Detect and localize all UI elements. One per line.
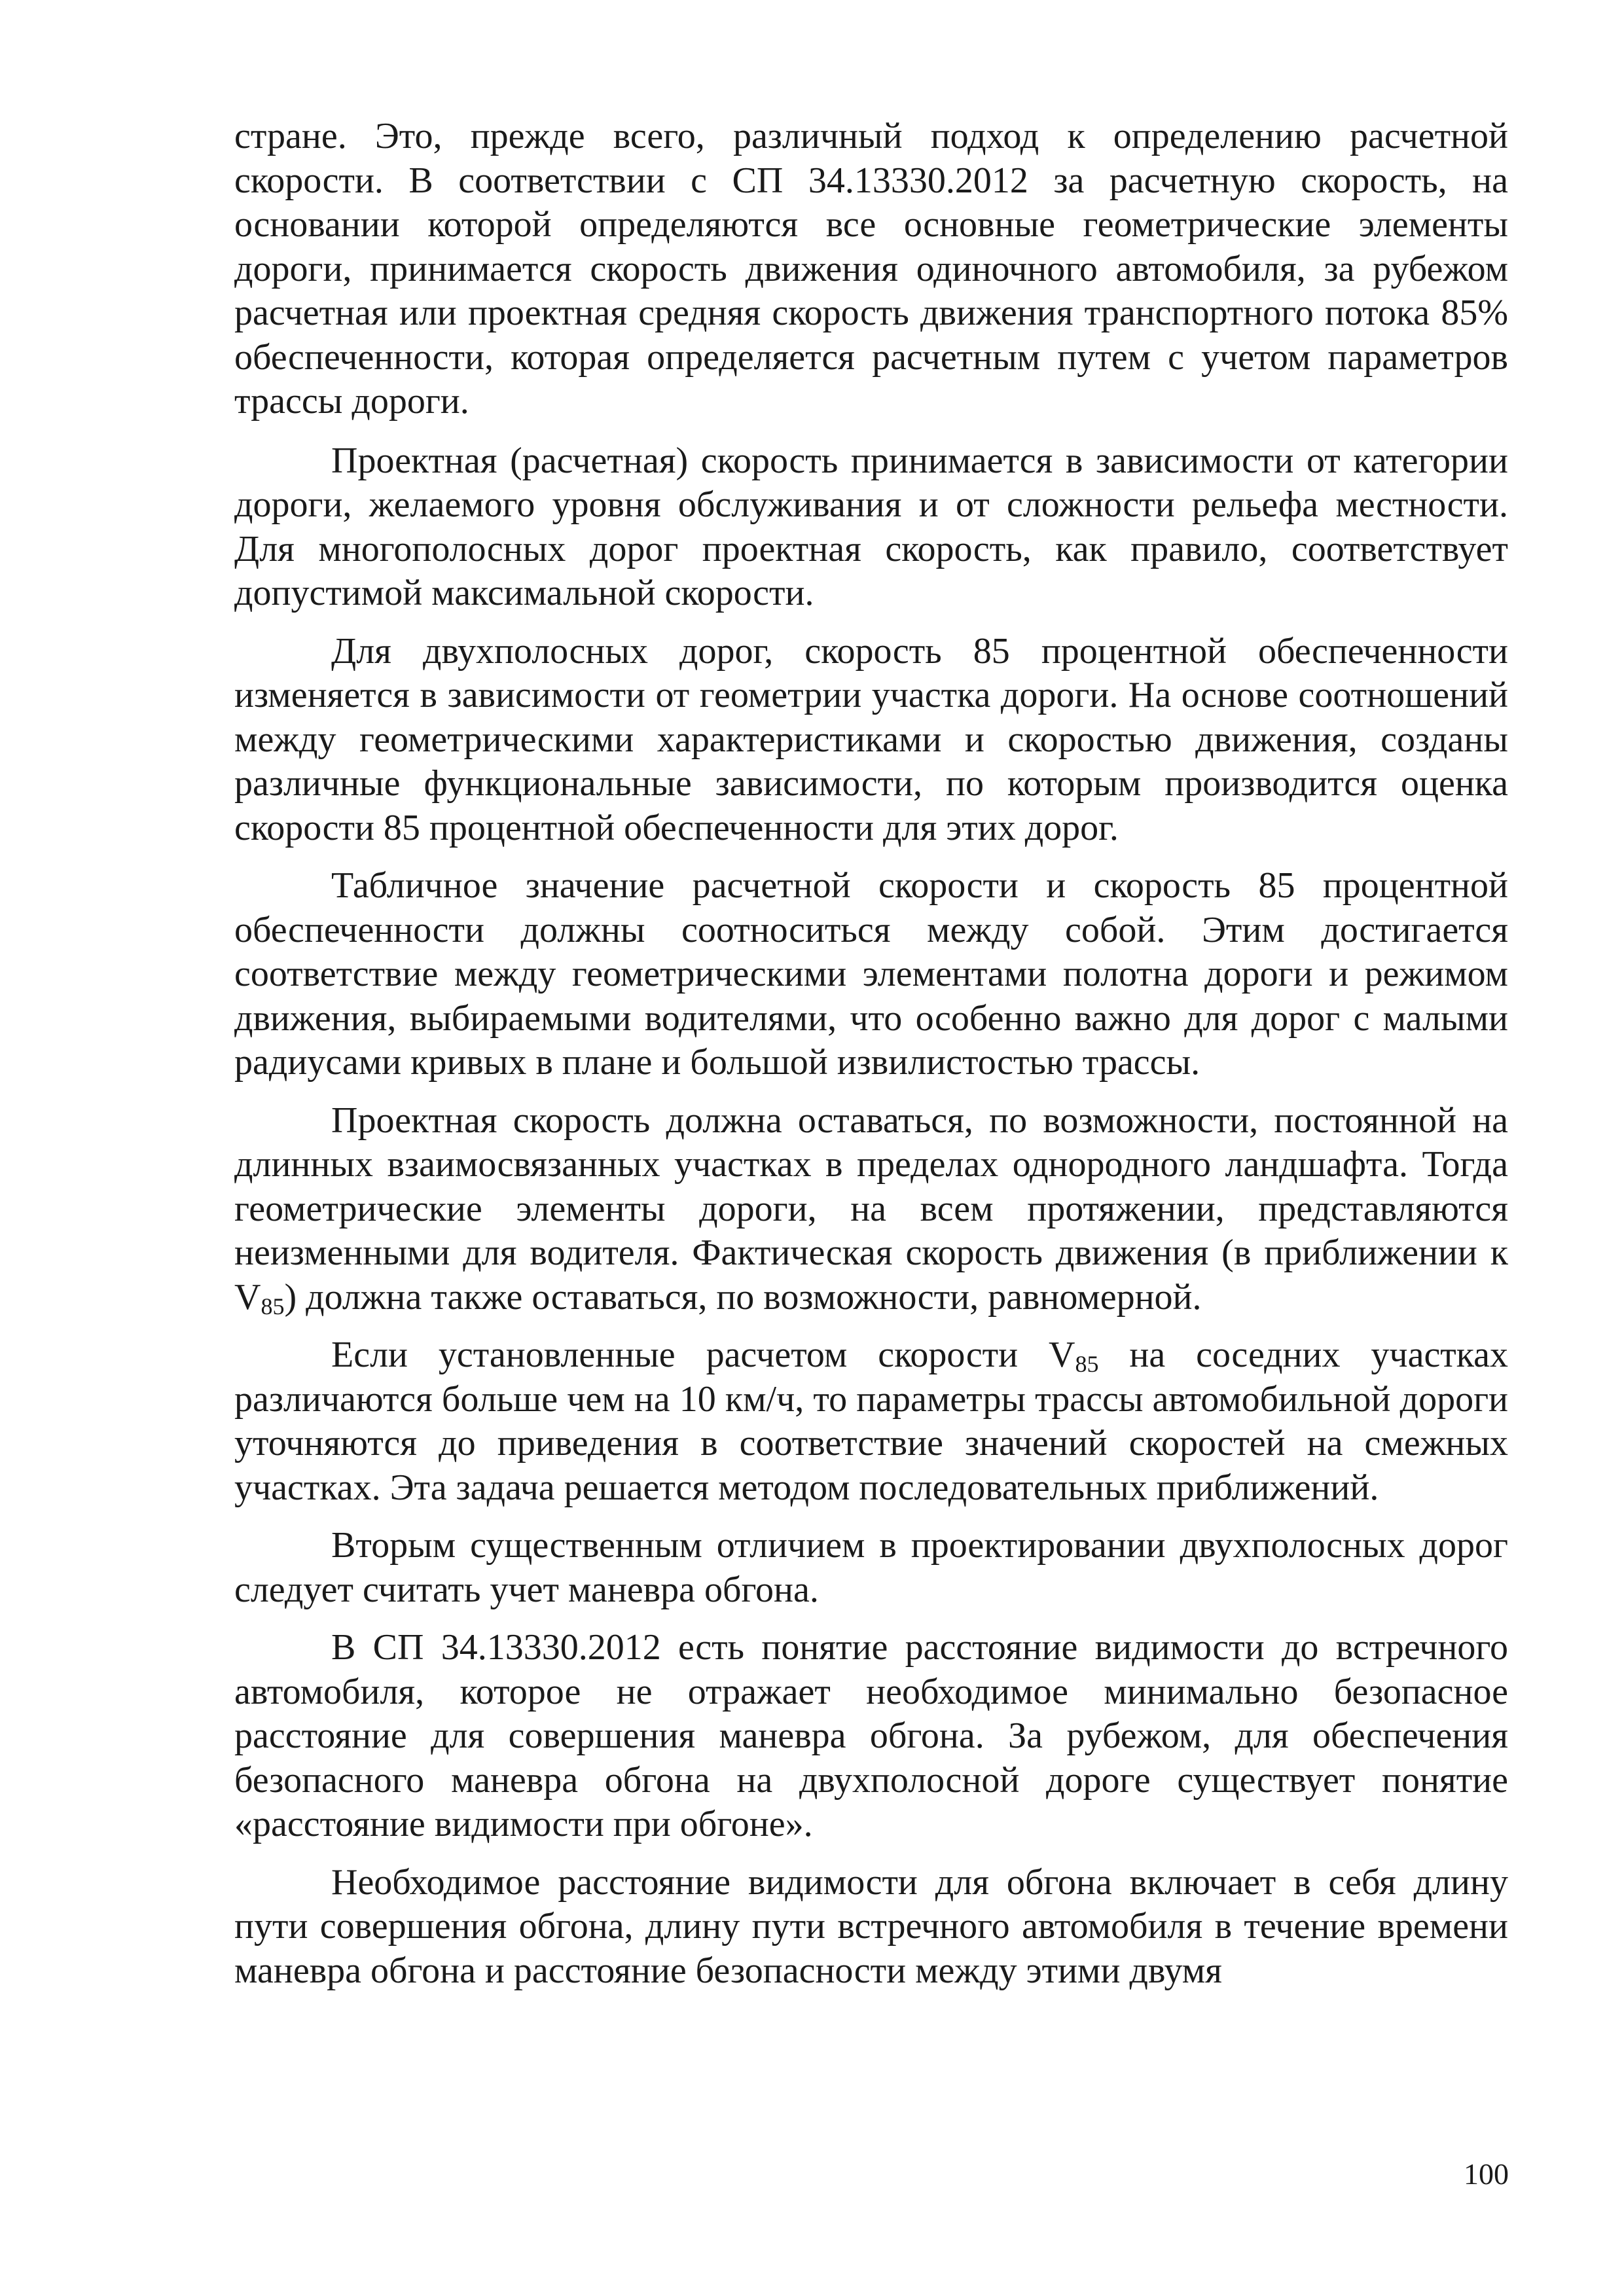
paragraph-text-part: ) должна также оставаться, по возможности, равномерной. [284, 1276, 1202, 1318]
paragraph-two-lane-roads: Для двухполосных дорог, скорость 85 процентной обеспеченности изменяется в зависимости от геометрии участка дороги. На основе соотношений между геометрическими характеристиками и скоростью движения, созданы различные функциональные зависимости, по которым производится оценка скорости 85 процентной обеспеченности для этих дорог. [234, 630, 1508, 848]
document-page [234, 115, 1508, 1993]
paragraph-design-speed: Проектная (расчетная) скорость принимается в зависимости от категории дороги, желаемого уровня обслуживания и от сложности рельефа местности. Для многополосных дорог проектная скорость, как правило, соответствует допустимой максимальной скорости. [234, 440, 1508, 613]
paragraph-continuation: стране. Это, прежде всего, различный подход к определению расчетной скорости. В соответствии с СП 34.13330.2012 за расчетную скорость, на основании которой определяются все основные геометрические элементы дороги, принимается скорость движения одиночного автомобиля, за рубежом расчетная или проектная средняя скорость движения транспортного потока 85% обеспеченности, которая определяется расчетным путем с учетом параметров трассы дороги. [234, 116, 1508, 422]
paragraph-required-distance: Необходимое расстояние видимости для обгона включает в себя длину пути совершения обгона, длину пути встречного автомобиля в течение времени маневра обгона и расстояние безопасности между этими двумя [234, 1861, 1508, 1991]
paragraph-table-value: Табличное значение расчетной скорости и скорость 85 процентной обеспеченности должны соотноситься между собой. Этим достигается соответствие между геометрическими элементами полотна дороги и режимом движения, выбираемыми водителями, что особенно важно для дорог с малыми радиусами кривых в плане и большой извилистостью трассы. [234, 865, 1508, 1083]
paragraph-text-part: Проектная скорость должна оставаться, по возможности, постоянной на длинных взаимосвязанных участках в пределах однородного ландшафта. Тогда геометрические элементы дороги, на всем протяжении, представляются неизменными для водителя. Фактическая скорость движения (в приближении к V [234, 1100, 1508, 1318]
paragraph-constant-speed [234, 1099, 1508, 1320]
paragraph-adjacent-sections [234, 1333, 1508, 1510]
subscript-85: 85 [261, 1293, 285, 1319]
paragraph-overtaking: Вторым существенным отличием в проектировании двухполосных дорог следует считать учет маневра обгона. [234, 1525, 1508, 1610]
paragraph-text-part: на соседних участках различаются больше чем на 10 км/ч, то параметры трассы автомобильной дороги уточняются до приведения в соответствие значений скоростей на смежных участках. Эта задача решается методом последовательных приближений. [234, 1335, 1508, 1508]
paragraph-text-part: Если установленные расчетом скорости V [331, 1335, 1075, 1375]
paragraph-visibility-distance: В СП 34.13330.2012 есть понятие расстояние видимости до встречного автомобиля, которое не отражает необходимое минимально безопасное расстояние для совершения маневра обгона. За рубежом, для обеспечения безопасного маневра обгона на двухполосной дороге существует понятие «расстояние видимости при обгоне». [234, 1627, 1508, 1844]
page-number: 100 [1464, 2157, 1509, 2191]
subscript-85: 85 [1075, 1351, 1099, 1377]
